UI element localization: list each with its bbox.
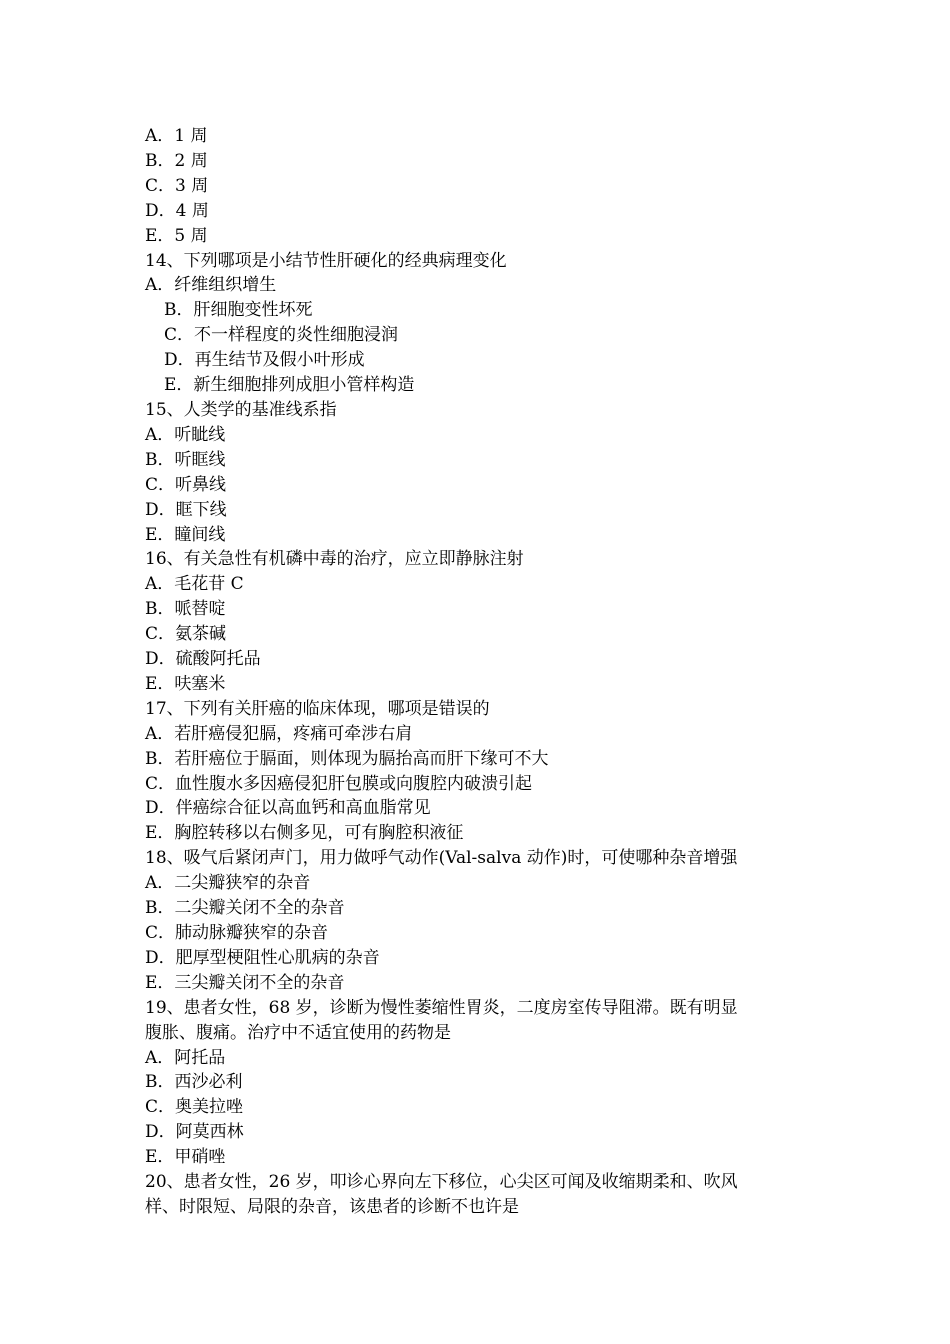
option-18-e: E．三尖瓣关闭不全的杂音 [145, 972, 345, 993]
option-15-a: A．听眦线 [145, 424, 226, 445]
option-16-e: E．呋塞米 [145, 673, 226, 694]
option-19-e: E．甲硝唑 [145, 1147, 226, 1168]
question-16 [145, 547, 825, 696]
question-16-text: 16、有关急性有机磷中毒的治疗，应立即静脉注射 [145, 549, 524, 570]
option-17-b: B．若肝癌位于膈面，则体现为膈抬高而肝下缘可不大 [145, 748, 549, 769]
question-15-text: 15、人类学的基准线系指 [145, 399, 337, 420]
option-14-e: E．新生细胞排列成胆小管样构造 [164, 375, 415, 396]
question-18-text: 18、吸气后紧闭声门，用力做呼气动作(Val-salva 动作)时，可使哪种杂音增强 [145, 848, 738, 869]
option-17-a: A．若肝癌侵犯膈，疼痛可牵涉右肩 [145, 723, 413, 744]
option-13-a: A．1 周 [145, 126, 208, 146]
option-15-d: D．眶下线 [145, 499, 227, 520]
option-13-e: E．5 周 [145, 225, 208, 246]
question-17-text: 17、下列有关肝癌的临床体现，哪项是错误的 [145, 698, 490, 719]
option-13-b: B．2 周 [145, 150, 208, 171]
option-14-d: D．再生结节及假小叶形成 [164, 350, 365, 371]
question-20-text-line-2: 样、时限短、局限的杂音，该患者的诊断不也许是 [145, 1196, 519, 1217]
option-15-e: E．瞳间线 [145, 524, 226, 545]
question-13-options [145, 124, 825, 249]
question-17 [145, 697, 825, 846]
question-20 [145, 1170, 825, 1220]
option-18-b: B．二尖瓣关闭不全的杂音 [145, 898, 345, 919]
question-14-text: 14、下列哪项是小结节性肝硬化的经典病理变化 [145, 250, 507, 271]
option-16-a: A．毛花苷 C [145, 574, 244, 595]
option-19-d: D．阿莫西林 [145, 1122, 244, 1143]
option-13-c: C．3 周 [145, 175, 209, 196]
option-19-c: C．奥美拉唑 [145, 1097, 244, 1118]
option-14-a: A．纤维组织增生 [145, 275, 277, 296]
question-14 [145, 249, 825, 398]
option-17-e: E．胸腔转移以右侧多见，可有胸腔积液征 [145, 823, 464, 844]
option-19-b: B．西沙必利 [145, 1072, 243, 1093]
question-18 [145, 846, 825, 995]
option-18-d: D．肥厚型梗阻性心肌病的杂音 [145, 947, 380, 968]
question-15 [145, 398, 825, 547]
option-14-c: C．不一样程度的炎性细胞浸润 [164, 325, 399, 346]
option-16-b: B．哌替啶 [145, 599, 226, 620]
option-15-b: B．听眶线 [145, 449, 226, 470]
option-16-d: D．硫酸阿托品 [145, 649, 261, 670]
option-14-b: B．肝细胞变性坏死 [164, 300, 313, 321]
option-15-c: C．听鼻线 [145, 474, 227, 495]
document-body [145, 124, 825, 1220]
option-18-c: C．肺动脉瓣狭窄的杂音 [145, 923, 329, 943]
question-19-text-line-2: 腹胀、腹痛。治疗中不适宜使用的药物是 [145, 1022, 451, 1043]
option-17-c: C．血性腹水多因癌侵犯肝包膜或向腹腔内破溃引起 [145, 773, 533, 794]
question-20-text-line-1: 20、患者女性，26 岁，叩诊心界向左下移位，心尖区可闻及收缩期柔和、吹风 [145, 1172, 738, 1193]
option-13-d: D．4 周 [145, 200, 209, 221]
option-17-d: D．伴癌综合征以高血钙和高血脂常见 [145, 798, 431, 819]
option-16-c: C．氨茶碱 [145, 624, 227, 645]
question-19 [145, 996, 825, 1170]
option-18-a: A．二尖瓣狭窄的杂音 [145, 873, 311, 894]
option-19-a: A．阿托品 [145, 1047, 226, 1068]
question-19-text-line-1: 19、患者女性，68 岁，诊断为慢性萎缩性胃炎，二度房室传导阻滞。既有明显 [145, 997, 738, 1018]
